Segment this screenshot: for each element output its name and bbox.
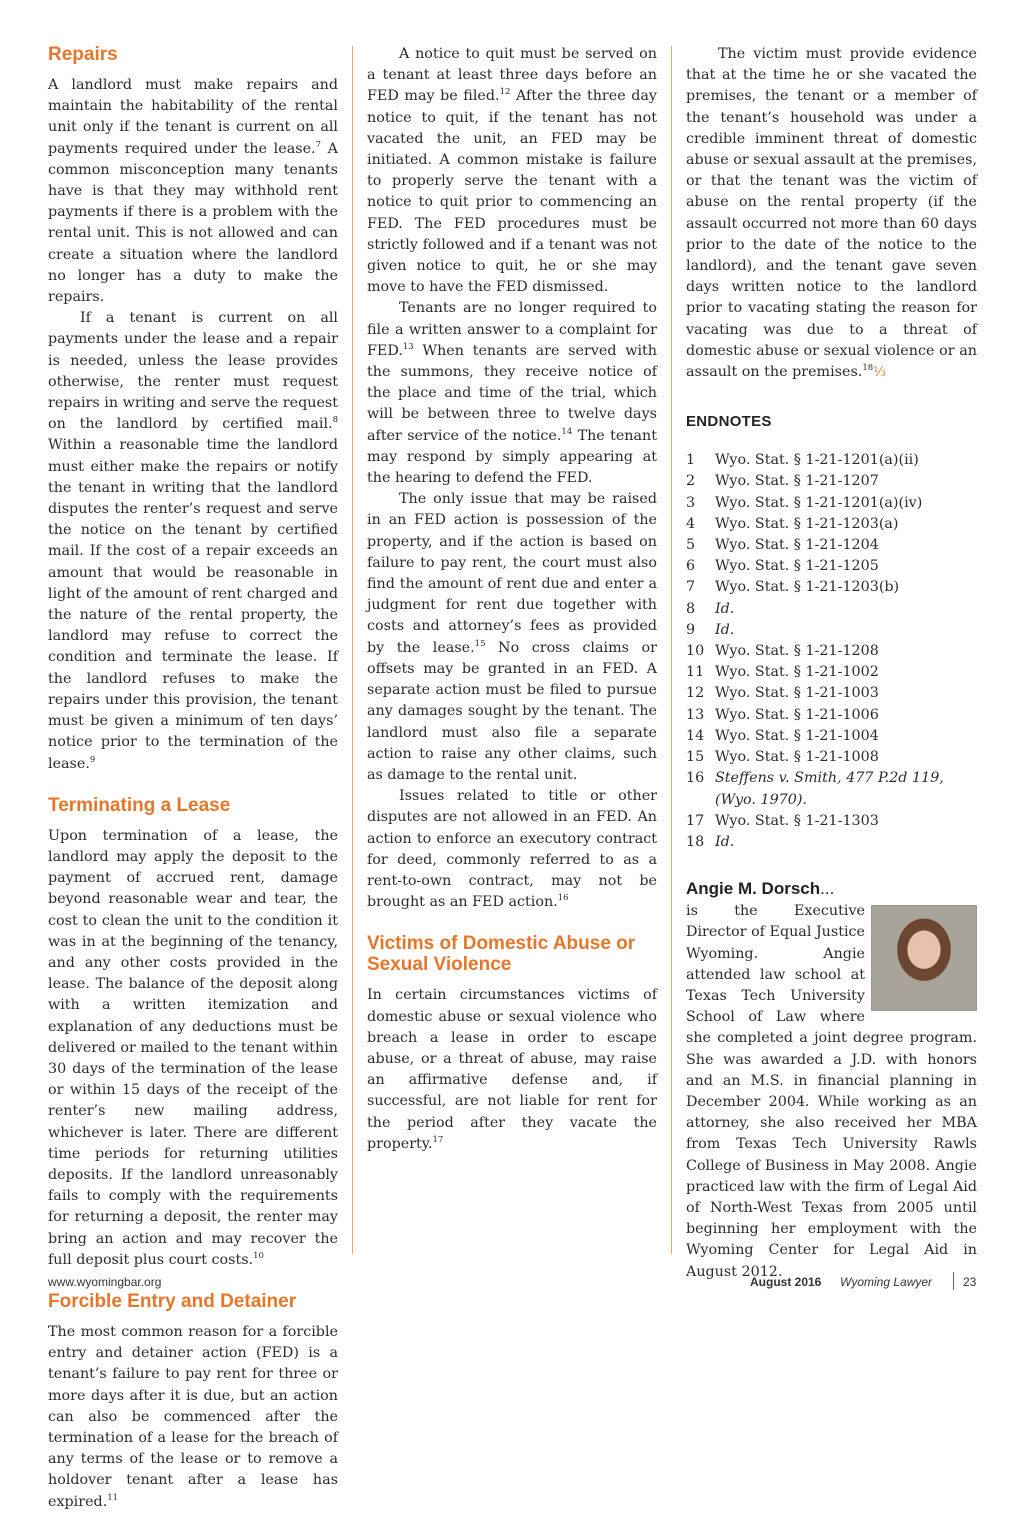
endnote-text: Wyo. Stat. § 1-21-1201(a)(ii) [715,452,919,469]
author-bio-block [686,901,977,1283]
repairs-paragraph-1: A landlord must make repairs and maintain the habitability of the rental unit only if the tenant is current on all payments required under the lease.$^7$ A common misconception many tenants have is that they may withhold rent payments if there is a problem with the rental unit. This is not allowed and can create a situation where the landlord no longer has a duty to make the repairs. [48,77,338,306]
endnote-number: 10 [686,643,705,660]
endnote-text: Wyo. Stat. § 1-21-1008 [715,749,879,766]
endnote-text: Wyo. Stat. § 1-21-1203(a) [715,515,899,532]
repairs-paragraph-2: If a tenant is current on all payments under the lease and a repair is needed, unless the lease provides otherwise, the renter must request repairs in writing and serve the request on the landlord by certified mail.$^8$ Within a reasonable time the landlord must either make the repairs or notify the tenant in writing that the landlord disputes the renter’s request and serve the notice on the tenant by certified mail. If the cost of a repair exceeds an amount that would be reasonable in light of the amount of rent charged and the nature of the rental property, the landlord may refuse to correct the condition and terminate the lease. If the landlord refuses to make the repairs under this provision, the tenant must be given a minimum of ten days’ notice prior to the termination of the lease.$^9$ [48,310,338,772]
endnote-text: Id. [715,833,735,850]
endnote-number: 16 [686,770,705,787]
endnote-item [686,493,977,514]
endnote-number: 13 [686,706,705,723]
footer-issue-date: August 2016 [750,1275,822,1289]
endnote-text: Wyo. Stat. § 1-21-1208 [715,643,879,660]
endnote-text: Id. [715,600,735,617]
victims-heading: Victims of Domestic Abuse or Sexual Violence [367,933,636,976]
repairs-heading: Repairs [48,44,118,65]
endnote-item [686,705,977,726]
page-footer [48,1275,977,1295]
footnote-ref: 15 [474,638,486,649]
footnote-ref: 10 [253,1250,264,1261]
column-divider [671,46,672,1254]
endnote-number: 14 [686,727,705,744]
fed-heading: Forcible Entry and Detainer [48,1290,297,1312]
victims-paragraph-2: The victim must provide evidence that at the time he or she vacated the premises, the tenant or a member of the tenant’s household was under a credible imminent threat of domestic abuse or sexual assault at the premises, or that the tenant was the victim of abuse on the rental property (if the assault occurred not more than 60 days prior to the date of the notice to the landlord), and the tenant gave seven days written notice to the landlord prior to vacating stating the reason for vacating was due to a threat of domestic abuse or sexual violence or an assault on the premises.$^{18}$⅓ [686,46,977,381]
page-number: 23 [963,1275,977,1289]
endnote-number: 5 [686,537,696,554]
endnotes-heading: ENDNOTES [686,413,772,431]
column-divider [352,46,353,1254]
endnote-item [686,556,977,577]
author-name: Angie M. Dorsch... [686,879,835,899]
footnote-ref: 8 [332,415,338,426]
endnote-item [686,683,977,704]
endnote-text: Wyo. Stat. § 1-21-1006 [715,706,879,723]
footnote-ref: 17 [432,1134,444,1145]
endnote-number: 4 [686,515,696,532]
endnote-item [686,747,977,768]
endnote-text: Wyo. Stat. § 1-21-1002 [715,664,879,681]
endnote-item [686,514,977,535]
endnote-text: Wyo. Stat. § 1-21-1204 [715,537,879,554]
footnote-ref: 16 [557,893,569,904]
endnote-number: 6 [686,558,696,575]
endnote-number: 11 [686,664,705,681]
endnote-text: Wyo. Stat. § 1-21-1003 [715,685,879,702]
endnote-number: 18 [686,833,705,850]
fed-paragraph-2: A notice to quit must be served on a tenant at least three days before an FED may be filed.$^{12}$ After the three day notice to quit, if the tenant has not vacated the unit, an FED may be initiated. A common mistake is failure to properly serve the tenant with a notice to quit prior to commencing an FED. The FED procedures must be strictly followed and if a tenant was not given notice to quit, he or she may move to have the FED dismissed. [367,46,657,296]
endnote-text: Wyo. Stat. § 1-21-1004 [715,727,879,744]
endnote-text: Id. [715,621,735,638]
terminating-paragraph-1: Upon termination of a lease, the landlord may apply the deposit to the payment of accrued rent, damage beyond reasonable wear and tear, the cost to clean the unit to the condition it was in at the beginning of the tenancy, and any other costs provided in the lease. The balance of the deposit along with a written itemization and explanation of any deductions must be delivered or mailed to the tenant within 30 days of the termination of the lease or within 15 days of the receipt of the renter’s new mailing address, whichever is later. There are different time periods for returning utilities deposits. If the landlord unreasonably fails to comply with the requirements for returning a deposit, the renter may bring an action and may recover the full deposit plus court costs.$^{10}$ [48,827,338,1268]
endnote-item [686,535,977,556]
fed-paragraph-5: Issues related to title or other disputes are not allowed in an FED. An action to enforce an executory contract for deed, commonly referred to as a rent-to-own contract, may not be brought as an FED action.$^{16}$ [367,788,657,911]
fed-paragraph-4: The only issue that may be raised in an FED action is possession of the property, and if the action is based on failure to pay rent, the court must also find the amount of rent due and enter a judgment for rent due together with costs and attorney’s fees as provided by the lease.$^{15}$ No cross claims or offsets may be granted in an FED. A separate action must be filed to pursue any damages sought by the tenant. The landlord must also file a separate action to raise any other claims, such as damage to the rental unit. [367,491,657,783]
endnote-text: Wyo. Stat. § 1-21-1203(b) [715,579,900,596]
footnote-ref: 14 [561,426,573,437]
fed-paragraph-3: Tenants are no longer required to file a written answer to a complaint for FED.$^{13}$ When tenants are served with the summons, they receive notice of the place and time of the trial, which will be between three to twelve days after service of the notice.$^{14}$ The tenant may respond by simply appearing at the hearing to defend the FED. [367,300,657,487]
endnote-text: Steffens v. Smith, 477 P.2d 119, (Wyo. 1970). [715,770,944,808]
endnote-item [686,471,977,492]
endnote-number: 17 [686,812,705,829]
endnote-text: Wyo. Stat. § 1-21-1303 [715,812,879,829]
endnote-text: Wyo. Stat. § 1-21-1205 [715,558,879,575]
endnote-number: 1 [686,452,696,469]
victims-paragraph-1: In certain circumstances victims of domestic abuse or sexual violence who breach a lease in order to escape abuse, or a threat of abuse, may raise an affirmative defense and, if successful, are not liable for rent for the period after they vacate the property.$^{17}$ [367,987,657,1152]
endnotes-list [686,450,977,853]
endnote-number: 7 [686,579,696,596]
endnote-item [686,726,977,747]
column-2 [367,44,657,1155]
endnote-text: Wyo. Stat. § 1-21-1201(a)(iv) [715,494,923,511]
endnote-item [686,811,977,832]
endnote-text: Wyo. Stat. § 1-21-1207 [715,473,879,490]
terminating-heading: Terminating a Lease [48,794,231,816]
endnote-item [686,641,977,662]
author-bio: is the Executive Director of Equal Justice Wyoming. Angie attended law school at Texas Tech University School of Law where she completed a joint degree program. She was awarded a J.D. with honors and an M.S. in financial planning in December 2004. While working as an attorney, she also received her MBA from Texas Tech University Rawls College of Business in May 2008. Angie practiced law with the firm of Legal Aid of North-West Texas from 2005 until beginning her employment with the Wyoming Center for Legal Aid in August 2012. [686,903,977,1280]
endnote-number: 9 [686,621,696,638]
endnote-item [686,768,977,810]
endnote-item [686,450,977,471]
footnote-ref: 12 [499,87,511,98]
footnote-ref: 11 [107,1492,119,1503]
endnote-item [686,832,977,853]
endnote-number: 3 [686,494,696,511]
endnote-number: 12 [686,685,705,702]
endnote-number: 15 [686,749,705,766]
column-3 [686,44,977,1283]
author-photo [871,905,977,1011]
footer-url[interactable]: www.wyomingbar.org [48,1275,162,1289]
footnote-ref: 13 [402,341,414,352]
end-mark-icon: ⅓ [873,365,886,381]
footer-divider [953,1272,954,1290]
footnote-ref: 7 [315,139,321,150]
footnote-ref: 9 [89,754,96,765]
fed-paragraph-1: The most common reason for a forcible entry and detainer action (FED) is a tenant’s failure to pay rent for three or more days after it is due, but an action can also be commenced after the termination of a lease for the breach of any terms of the lease or to remove a holdover tenant after a lease has expired.$^{11}$ [48,1323,338,1510]
endnote-item [686,599,977,620]
footer-magazine-title: Wyoming Lawyer [840,1275,933,1289]
endnote-item [686,620,977,641]
endnote-item [686,662,977,683]
endnote-number: 8 [686,600,696,617]
footnote-ref: 18 [862,363,874,374]
endnote-number: 2 [686,473,696,490]
endnote-item [686,577,977,598]
